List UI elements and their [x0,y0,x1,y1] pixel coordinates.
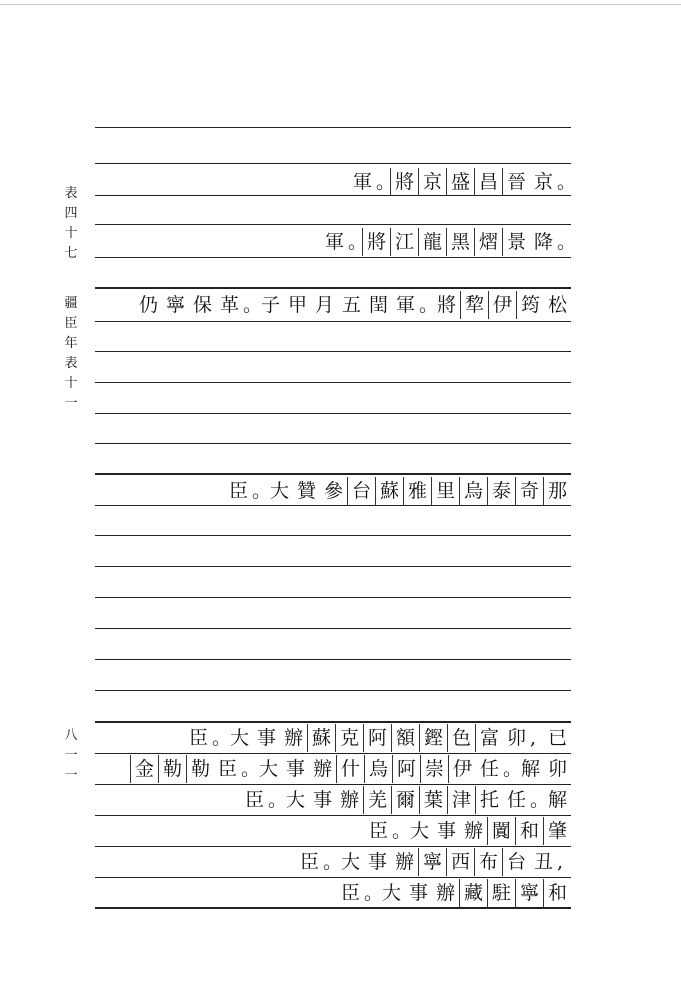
table-row [337,879,571,907]
text-char: 將 [390,168,418,196]
table-row [349,168,577,196]
table-rule [95,163,571,164]
table-rule [95,321,571,322]
table-row [185,724,571,752]
text-char: 仍 [138,294,158,316]
text-char: 臣 [368,820,388,842]
punctuation-mark: 。 [252,480,272,502]
table-rule [95,784,571,785]
margin-title-char: 十 [64,376,78,391]
text-char: 甲 [287,294,307,316]
table-rule [95,907,571,909]
table-rule [95,473,571,475]
text-char: 軍 [395,294,415,316]
table-rule [95,597,571,598]
text-char: 蘇 [375,477,403,505]
text-char: 保 [192,294,212,316]
table-rule [95,628,571,629]
text-char: 將 [436,294,456,316]
table-rule [95,443,571,444]
table-row [225,477,571,505]
text-char: 里 [431,477,459,505]
text-char: 大 [340,851,360,873]
text-char: 臣 [244,789,264,811]
punctuation-mark: 。 [530,789,550,811]
table-rule [95,287,571,289]
punctuation-mark: , [530,727,537,749]
margin-title-gap [60,264,82,294]
text-char: 克 [335,724,363,752]
table-rule [95,815,571,816]
text-char: 臣 [217,758,237,780]
text-char: 西 [446,848,474,876]
text-char: 已 [547,727,567,749]
text-char: 卯 [547,758,567,780]
text-char: 臣 [299,851,319,873]
text-char: 任 [506,789,526,811]
text-char: 熠 [474,228,502,256]
text-char: 軍 [324,231,344,253]
table-rule [95,224,571,225]
page-top-line [0,4,681,5]
text-char: 軍 [352,171,372,193]
text-char: 寧 [165,294,185,316]
text-char: 葉 [419,786,447,814]
punctuation-mark: 。 [376,171,396,193]
table-rule [95,351,571,352]
margin-title-char: 表 [64,186,78,201]
punctuation-mark: 。 [392,820,412,842]
text-char: 臣 [228,480,248,502]
text-char: 革 [219,294,239,316]
punctuation-mark: 。 [557,231,577,253]
margin-title-char: 年 [64,336,78,351]
text-char: 台 [347,477,375,505]
text-char: 和 [515,817,543,845]
text-char: 大 [381,882,401,904]
margin-title [60,184,82,414]
text-char: 崇 [420,755,448,783]
text-char: 爾 [391,786,419,814]
text-char: 辦 [394,851,414,873]
text-char: 京 [418,168,446,196]
margin-title-char: 疆 [64,296,78,311]
margin-title-char: 十 [64,226,78,241]
text-char: 大 [269,480,289,502]
text-char: 黑 [446,228,474,256]
punctuation-mark: 。 [243,294,263,316]
punctuation-mark: 。 [419,294,439,316]
table-row [365,817,571,845]
text-char: 烏 [364,755,392,783]
text-char: 寧 [515,879,543,907]
text-char: 布 [474,848,502,876]
text-char: 辦 [435,882,455,904]
table-rule [95,659,571,660]
text-char: 事 [256,727,276,749]
text-char: 奇 [515,477,543,505]
text-char: 參 [323,480,343,502]
text-char: 藏 [459,879,487,907]
text-char: 辦 [339,789,359,811]
table-rule [95,382,571,383]
text-char: 月 [314,294,334,316]
text-char: 卯 [506,727,526,749]
text-char: 贊 [296,480,316,502]
margin-page-char: 一 [64,748,78,763]
text-char: 駐 [487,879,515,907]
table-row [296,848,571,876]
margin-title-char: 一 [64,396,78,411]
text-char: 晉 [502,168,530,196]
text-char: 闐 [487,817,515,845]
text-char: 辦 [463,820,483,842]
punctuation-mark: , [557,851,564,873]
text-char: 降 [533,231,553,253]
text-char: 阿 [363,724,391,752]
text-char: 江 [390,228,418,256]
punctuation-mark: 。 [364,882,384,904]
text-char: 伊 [448,755,476,783]
text-char: 阿 [392,755,420,783]
margin-title-char: 七 [64,246,78,261]
text-char: 筠 [516,291,544,319]
text-char: 解 [520,758,540,780]
table-rule [95,566,571,567]
text-char: 解 [547,789,567,811]
text-char: 勒 [186,755,214,783]
punctuation-mark: 。 [503,758,523,780]
text-char: 辦 [283,727,303,749]
text-char: 景 [502,228,530,256]
text-char: 烏 [459,477,487,505]
text-char: 雅 [403,477,431,505]
table-rule [95,690,571,691]
text-char: 什 [336,755,364,783]
table-row [130,755,571,783]
text-char: 富 [475,724,503,752]
text-char: 額 [391,724,419,752]
text-char: 事 [285,758,305,780]
table-row [135,291,571,319]
text-char: 和 [543,879,571,907]
table-rule [95,505,571,506]
text-char: 辦 [312,758,332,780]
punctuation-mark: 。 [241,758,261,780]
text-char: 五 [341,294,361,316]
punctuation-mark: 。 [268,789,288,811]
text-char: 臣 [188,727,208,749]
text-char: 肇 [543,817,571,845]
text-char: 鏗 [419,724,447,752]
punctuation-mark: 。 [323,851,343,873]
table-rule [95,877,571,878]
text-char: 松 [547,294,567,316]
text-char: 事 [408,882,428,904]
text-char: 寧 [418,848,446,876]
table-rule [95,753,571,754]
text-char: 大 [229,727,249,749]
text-char: 托 [475,786,503,814]
punctuation-mark: 。 [557,171,577,193]
table-rule [95,846,571,847]
text-char: 犂 [460,291,488,319]
table-rule [95,535,571,536]
table-rule [95,257,571,258]
text-char: 事 [367,851,387,873]
margin-page-char: 八 [64,728,78,743]
table-row [321,228,577,256]
text-char: 伊 [488,291,516,319]
margin-title-char: 臣 [64,316,78,331]
text-char: 津 [447,786,475,814]
text-char: 事 [436,820,456,842]
punctuation-mark: 。 [212,727,232,749]
table-row [241,786,571,814]
text-char: 將 [362,228,390,256]
margin-page-char: 一 [64,768,78,783]
text-char: 大 [258,758,278,780]
text-char: 事 [312,789,332,811]
text-char: 子 [260,294,280,316]
margin-title-char: 四 [64,206,78,221]
text-char: 蘇 [307,724,335,752]
text-char: 大 [285,789,305,811]
text-char: 泰 [487,477,515,505]
margin-title-char: 表 [64,356,78,371]
text-char: 羌 [363,786,391,814]
text-char: 勒 [158,755,186,783]
table-rule [95,721,571,723]
text-char: 大 [409,820,429,842]
table-rule [95,127,571,128]
text-char: 丑 [533,851,553,873]
text-char: 閏 [368,294,388,316]
text-char: 任 [479,758,499,780]
text-char: 色 [447,724,475,752]
text-char: 臣 [340,882,360,904]
text-char: 那 [543,477,571,505]
text-char: 昌 [474,168,502,196]
text-char: 京 [533,171,553,193]
table-rule [95,413,571,414]
margin-page-number [60,726,82,786]
text-char: 金 [130,755,158,783]
punctuation-mark: 。 [348,231,368,253]
text-char: 台 [502,848,530,876]
text-char: 盛 [446,168,474,196]
text-char: 龍 [418,228,446,256]
